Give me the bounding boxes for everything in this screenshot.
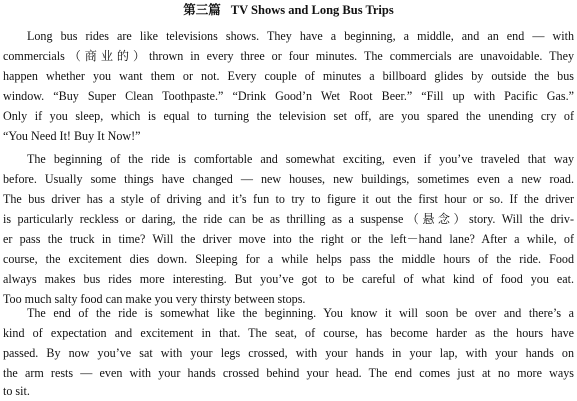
paragraph-1-line-2: commercials（商业的）thrown in every three or four minutes. The commercials are unavoidable. They <box>3 49 574 63</box>
paragraph-2-line-4: is particularly reckless or daring, the ride can be as thrilling as a suspense（悬念）story. Will the driv- <box>3 212 574 226</box>
paragraph-3-line-1: The end of the ride is somewhat like the beginning. You know it will soon be over and there’s a <box>27 306 574 320</box>
paragraph-1-line-6: “You Need It! Buy It Now!” <box>3 129 141 143</box>
paragraph-2-line-7: always makes bus rides more interesting. But you’ve got to be careful of what kind of food you eat. <box>3 272 574 286</box>
paragraph-2-line-8: Too much salty food can make you very thirsty between stops. <box>3 292 306 306</box>
paragraph-1-line-1: Long bus rides are like televisions shows. They have a beginning, a middle, and an end — with <box>27 29 574 43</box>
paragraph-3-line-2: kind of expectation and excitement in that. The seat, of course, has become harder as the hours have <box>3 326 574 340</box>
paragraph-1-line-3: happen whether you want them or not. Every couple of minutes a billboard glides by outside the bus <box>3 69 574 83</box>
paragraph-2-line-2: before. Usually some things have changed — new houses, new buildings, sometimes even a new road. <box>3 172 574 186</box>
paragraph-2-line-1: The beginning of the ride is comfortable and somewhat exciting, even if you’ve traveled that way <box>27 152 574 166</box>
paragraph-1-line-4: window. “Buy Super Clean Toothpaste.” “Drink Good’n Wet Root Beer.” “Fill up with Pacific Gas.” <box>3 89 574 103</box>
article-title <box>0 2 577 18</box>
paragraph-3-line-3: passed. By now you’ve sat with your legs crossed, with your hands in your lap, with your hands on <box>3 346 574 360</box>
article-part-label: 第三篇 <box>183 3 221 17</box>
paragraph-3-line-5: to sit. <box>3 384 30 398</box>
paragraph-2-line-5: er pass the truck in time? Will the driver move into the right or the left－hand lane? After a while, of <box>3 232 574 246</box>
paragraph-3-line-4: the arm rests — even with your hands crossed behind your head. The end comes just at no more ways <box>3 366 574 380</box>
paragraph-2-line-3: The bus driver has a style of driving and it’s fun to try to figure it out the first hour or so. If the driver <box>3 192 574 206</box>
paragraph-1-line-5: Only if you sleep, which is equal to turning the television set off, are you spared the unending cry of <box>3 109 574 123</box>
paragraph-2-line-6: course, the excitement dies down. Sleeping for a while helps pass the middle hours of the ride. Food <box>3 252 574 266</box>
article-title-text: TV Shows and Long Bus Trips <box>230 3 394 17</box>
